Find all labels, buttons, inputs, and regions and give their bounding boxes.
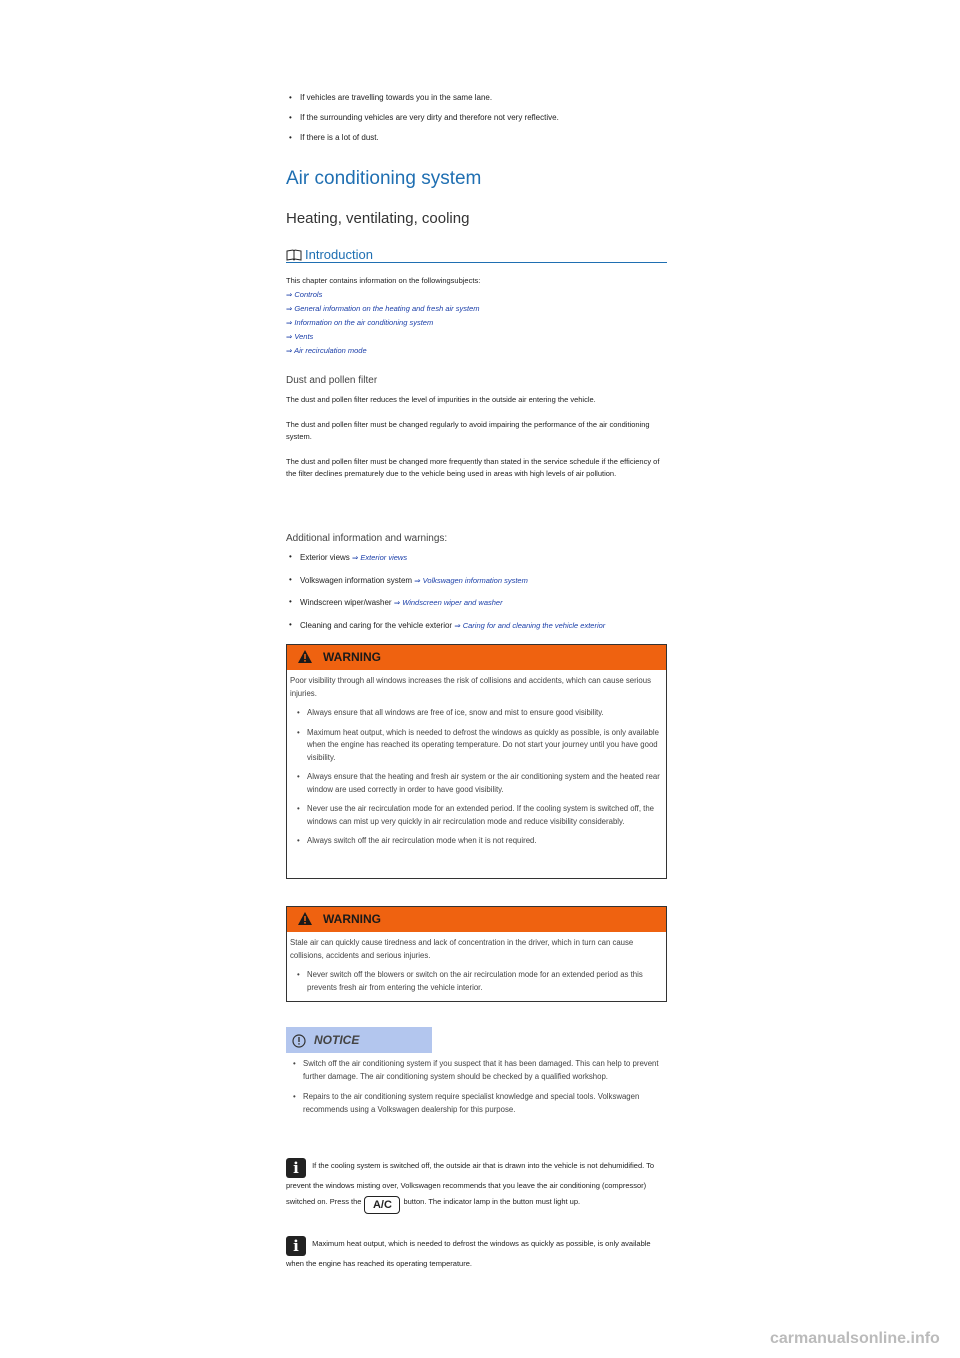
paragraph: The dust and pollen filter reduces the level of impurities in the outside air entering the vehicle. [286,395,596,404]
filter-heading: Dust and pollen filter [286,375,378,386]
link-ac-info[interactable]: ⇒ Information on the air conditioning system [286,317,434,327]
list-item: • Switch off the air conditioning system if you suspect that it has been damaged. This can help to prevent further damage. The air conditioning system should be checked by a qualified workshop. [286,1058,666,1083]
warning-box-visibility [286,644,667,879]
additional-list [286,551,668,633]
notice-header [286,1027,432,1053]
info-icon: i [286,1158,306,1178]
list-item: • Maximum heat output, which is needed to defrost the windows as quickly as possible, is only available when the engine has reached its operating temperature. Do not start your journey until you have good visibility. [290,727,662,765]
list-item: • If the surrounding vehicles are very dirty and therefore not very reflective. [286,112,668,124]
paragraph: The dust and pollen filter must be changed regularly to avoid impairing the performance of the air conditioning system. [286,419,650,441]
list-item: • Volkswagen information system ⇒ Volkswagen information system [286,574,668,588]
list-item: • Repairs to the air conditioning system require specialist knowledge and special tools. Volkswagen recommends using a Volkswagen dealership for this purpose. [286,1091,666,1116]
book-icon [286,249,302,261]
link-vents[interactable]: ⇒ Vents [286,331,314,341]
info-note-heat-output: i Maximum heat output, which is needed to defrost the windows as quickly as possible, is only available when the engine has reached its operating temperature. [286,1237,651,1268]
notice-label: NOTICE [314,1033,360,1047]
link-wiper[interactable]: ⇒ Windscreen wiper and washer [393,598,503,607]
list-item: • Exterior views ⇒ Exterior views [286,551,668,565]
intro-content [286,275,668,358]
link-controls[interactable]: ⇒ Controls [286,289,323,299]
list-item: • If there is a lot of dust. [286,132,668,144]
link-caring-exterior[interactable]: ⇒ Caring for and cleaning the vehicle exterior [454,620,606,630]
link-info-system[interactable]: ⇒ Volkswagen information system [414,575,528,585]
info-icon: i [286,1236,306,1256]
warning-triangle-icon [297,649,313,664]
warning-box-stale-air [286,906,667,1002]
link-heating-general[interactable]: ⇒ General information on the heating and fresh air system [286,303,480,313]
list-item: • If vehicles are travelling towards you in the same lane. [286,92,668,104]
watermark: carmanualsonline.info [770,1330,940,1347]
additional-heading: Additional information and warnings: [286,533,448,544]
notice-list [286,1058,666,1116]
list-item: • Always switch off the air recirculation mode when it is not required. [290,835,662,848]
link-exterior-views[interactable]: ⇒ Exterior views [352,553,408,562]
list-item: • Never switch off the blowers or switch on the air recirculation mode for an extended period as this prevents fresh air from entering the vehicle interior. [290,969,662,994]
warning-label: WARNING [323,650,381,664]
warning-intro: Stale air can quickly cause tiredness and lack of concentration in the driver, which in turn can cause collisions, accidents and serious injuries. [290,938,634,960]
list-item: • Always ensure that the heating and fresh air system or the air conditioning system and the heated rear window are used correctly in order to have good visibility. [290,771,662,796]
link-air-recirculation[interactable]: ⇒ Air recirculation mode [286,345,367,355]
intro-heading-text: Introduction [305,247,373,262]
section-title: Air conditioning system [286,168,482,189]
filter-content [286,394,668,481]
list-item: • Windscreen wiper/washer ⇒ Windscreen wiper and washer [286,596,668,610]
ac-button-icon: A/C [364,1196,400,1214]
subsection-title: Heating, ventilating, cooling [286,210,470,227]
warning-header [287,645,666,670]
info-note-cooling: i If the cooling system is switched off, the outside air that is drawn into the vehicle is not dehumidified. To prevent the windows misting over, Volkswagen recommends that you leave the air conditioning (compressor) switched on. Press the A/C button. The indicator lamp in the button must light up. [286,1158,668,1214]
warning-label: WARNING [323,912,381,926]
warning-header [287,907,666,932]
list-item: • Always ensure that all windows are free of ice, snow and mist to ensure good visibility. [290,707,662,720]
list-item: • Never use the air recirculation mode for an extended period. If the cooling system is switched off, the windows can mist up very quickly in air recirculation mode and reduce visibility considerably. [290,803,662,828]
intro-heading [286,248,667,263]
exclamation-circle-icon [292,1034,306,1048]
top-bullet-list [286,92,668,144]
intro-lead: This chapter contains information on the followingsubjects: [286,276,481,285]
warning-triangle-icon [297,911,313,926]
warning-intro: Poor visibility through all windows increases the risk of collisions and accidents, which can cause serious injuries. [290,676,651,698]
paragraph: The dust and pollen filter must be changed more frequently than stated in the service schedule if the efficiency of the filter declines prematurely due to the vehicle being used in areas with high levels of air pollution. [286,456,660,478]
list-item: • Cleaning and caring for the vehicle exterior ⇒ Caring for and cleaning the vehicle exterior [286,619,668,633]
